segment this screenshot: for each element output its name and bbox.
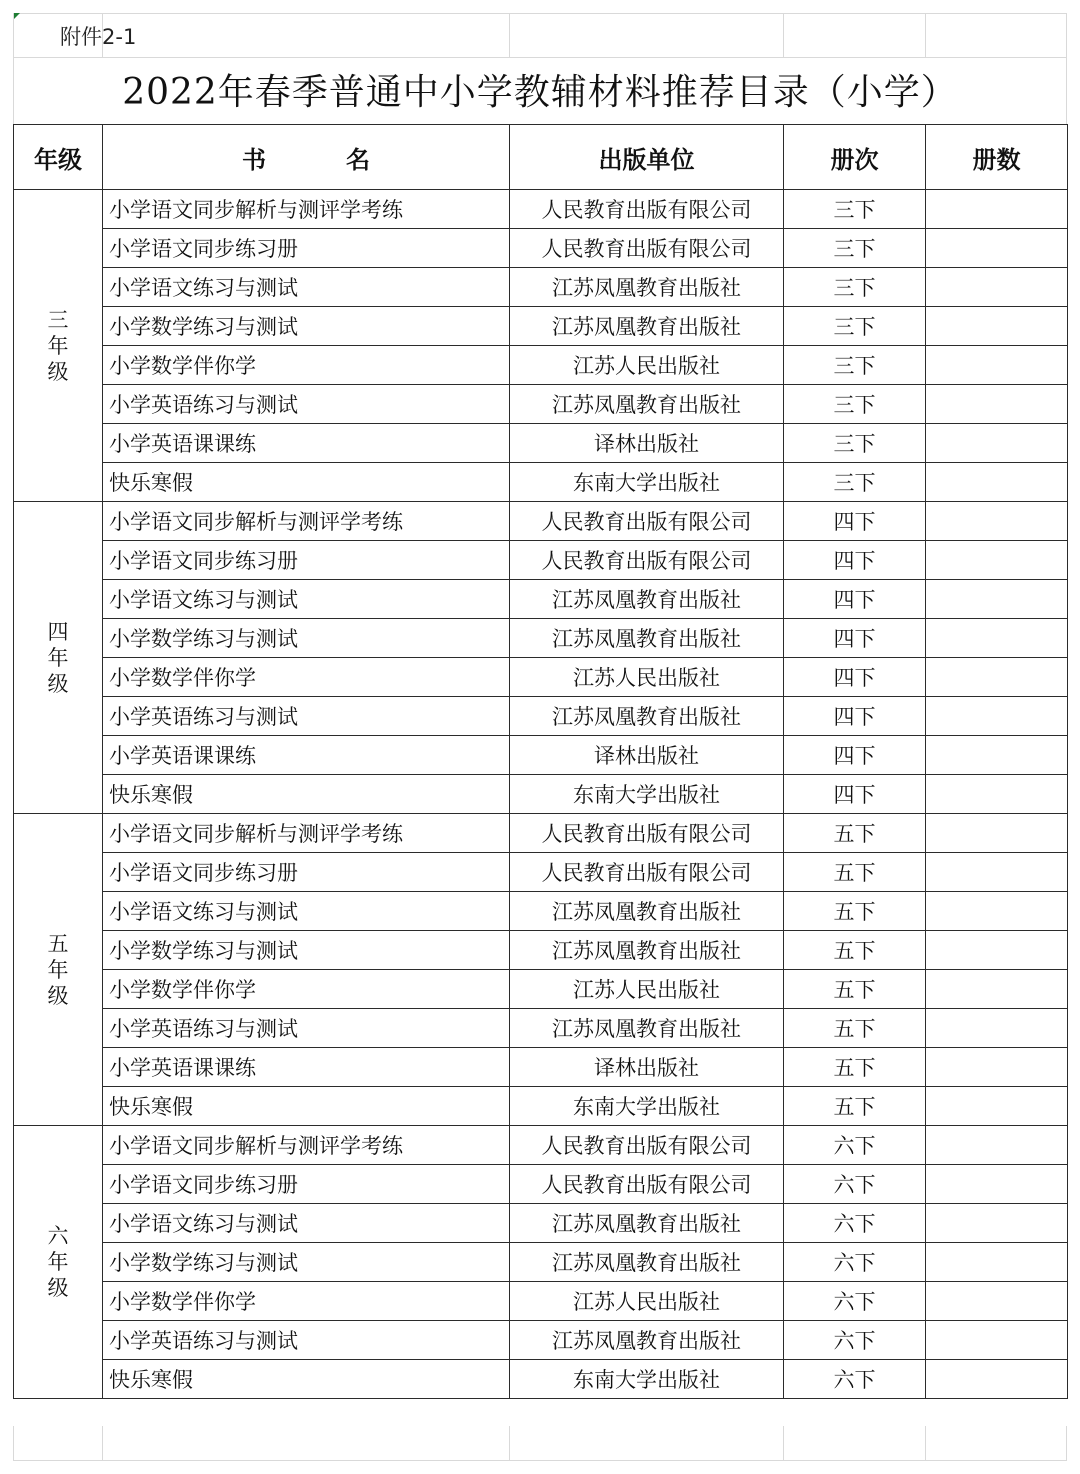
volume-cell: 三下 — [784, 268, 926, 307]
grade-cell — [14, 1126, 103, 1399]
sheet-gridline — [783, 13, 784, 57]
publisher-cell: 江苏凤凰教育出版社 — [510, 892, 784, 931]
quantity-cell[interactable] — [926, 814, 1068, 853]
table-row — [14, 307, 1068, 346]
quantity-cell[interactable] — [926, 1126, 1068, 1165]
column-header-book-name — [103, 125, 510, 190]
grade-char: 三 — [47, 307, 69, 332]
book-title-cell: 小学语文练习与测试 — [103, 268, 510, 307]
sheet-gridline — [1066, 13, 1067, 124]
book-name-header-part: 书 — [242, 145, 266, 174]
table-row — [14, 463, 1068, 502]
volume-cell: 四下 — [784, 619, 926, 658]
volume-cell: 六下 — [784, 1204, 926, 1243]
publisher-cell: 译林出版社 — [510, 1048, 784, 1087]
sheet-gridline — [509, 13, 510, 57]
grade-cell — [14, 502, 103, 814]
volume-cell: 四下 — [784, 502, 926, 541]
publisher-cell: 江苏凤凰教育出版社 — [510, 385, 784, 424]
volume-cell: 三下 — [784, 229, 926, 268]
book-title-cell: 小学数学练习与测试 — [103, 931, 510, 970]
table-row — [14, 1087, 1068, 1126]
book-title-cell: 小学语文同步练习册 — [103, 1165, 510, 1204]
book-title-cell: 小学语文同步解析与测评学考练 — [103, 814, 510, 853]
table-row — [14, 1165, 1068, 1204]
quantity-cell[interactable] — [926, 580, 1068, 619]
publisher-cell: 江苏人民出版社 — [510, 346, 784, 385]
volume-cell: 三下 — [784, 190, 926, 229]
sheet-gridline — [1066, 1426, 1067, 1460]
table-row — [14, 1243, 1068, 1282]
book-title-cell: 小学语文同步练习册 — [103, 541, 510, 580]
volume-cell: 三下 — [784, 424, 926, 463]
table-row — [14, 1204, 1068, 1243]
table-row — [14, 892, 1068, 931]
publisher-cell: 江苏凤凰教育出版社 — [510, 1204, 784, 1243]
grade-char: 五 — [47, 931, 69, 956]
table-row — [14, 658, 1068, 697]
volume-cell: 四下 — [784, 658, 926, 697]
quantity-cell[interactable] — [926, 1360, 1068, 1399]
volume-cell: 三下 — [784, 463, 926, 502]
table-row — [14, 229, 1068, 268]
volume-cell: 四下 — [784, 580, 926, 619]
quantity-cell[interactable] — [926, 1204, 1068, 1243]
book-title-cell: 快乐寒假 — [103, 463, 510, 502]
publisher-cell: 江苏凤凰教育出版社 — [510, 1009, 784, 1048]
book-title-cell: 小学语文同步练习册 — [103, 853, 510, 892]
volume-cell: 三下 — [784, 385, 926, 424]
volume-cell: 五下 — [784, 1009, 926, 1048]
volume-cell: 六下 — [784, 1282, 926, 1321]
book-title-cell: 小学数学练习与测试 — [103, 307, 510, 346]
publisher-cell: 人民教育出版有限公司 — [510, 541, 784, 580]
grade-char: 年 — [47, 645, 69, 670]
publisher-cell: 江苏凤凰教育出版社 — [510, 931, 784, 970]
column-header-volume: 册次 — [784, 125, 926, 190]
sheet-gridline — [783, 1426, 784, 1460]
table-row — [14, 1321, 1068, 1360]
volume-cell: 六下 — [784, 1321, 926, 1360]
grade-char: 级 — [47, 671, 69, 696]
volume-cell: 六下 — [784, 1360, 926, 1399]
book-title-cell: 小学英语课课练 — [103, 1048, 510, 1087]
grade-char: 年 — [47, 333, 69, 358]
publisher-cell: 江苏人民出版社 — [510, 1282, 784, 1321]
quantity-cell[interactable] — [926, 1321, 1068, 1360]
table-header-row — [14, 125, 1068, 190]
book-title-cell: 小学数学伴你学 — [103, 346, 510, 385]
column-header-grade: 年级 — [14, 125, 103, 190]
column-header-quantity: 册数 — [926, 125, 1068, 190]
catalog-table — [13, 124, 1068, 1399]
table-row — [14, 580, 1068, 619]
volume-cell: 三下 — [784, 346, 926, 385]
quantity-cell[interactable] — [926, 775, 1068, 814]
table-row — [14, 619, 1068, 658]
book-title-cell: 小学语文练习与测试 — [103, 892, 510, 931]
book-title-cell: 小学英语练习与测试 — [103, 697, 510, 736]
grade-char: 六 — [47, 1224, 69, 1248]
quantity-cell[interactable] — [926, 1048, 1068, 1087]
sheet-gridline — [13, 57, 1067, 58]
quantity-cell[interactable] — [926, 268, 1068, 307]
table-row — [14, 814, 1068, 853]
quantity-cell[interactable] — [926, 307, 1068, 346]
book-title-cell: 小学英语课课练 — [103, 424, 510, 463]
volume-cell: 六下 — [784, 1165, 926, 1204]
publisher-cell: 江苏凤凰教育出版社 — [510, 307, 784, 346]
volume-cell: 六下 — [784, 1126, 926, 1165]
table-row — [14, 736, 1068, 775]
quantity-cell[interactable] — [926, 463, 1068, 502]
volume-cell: 五下 — [784, 931, 926, 970]
quantity-cell[interactable] — [926, 190, 1068, 229]
publisher-cell: 人民教育出版有限公司 — [510, 190, 784, 229]
publisher-cell: 江苏凤凰教育出版社 — [510, 1321, 784, 1360]
book-title-cell: 小学英语练习与测试 — [103, 1321, 510, 1360]
book-title-cell: 小学数学伴你学 — [103, 970, 510, 1009]
publisher-cell: 东南大学出版社 — [510, 1087, 784, 1126]
book-name-header-part: 名 — [346, 145, 370, 174]
book-title-cell: 小学数学练习与测试 — [103, 1243, 510, 1282]
quantity-cell[interactable] — [926, 346, 1068, 385]
volume-cell: 三下 — [784, 307, 926, 346]
grade-char: 级 — [47, 983, 69, 1008]
table-row — [14, 268, 1068, 307]
volume-cell: 五下 — [784, 814, 926, 853]
publisher-cell: 东南大学出版社 — [510, 1360, 784, 1399]
publisher-cell: 人民教育出版有限公司 — [510, 229, 784, 268]
grade-char: 年 — [47, 957, 69, 982]
publisher-cell: 江苏凤凰教育出版社 — [510, 619, 784, 658]
quantity-cell[interactable] — [926, 619, 1068, 658]
book-title-cell: 小学数学伴你学 — [103, 658, 510, 697]
quantity-cell[interactable] — [926, 931, 1068, 970]
grade-char: 年 — [47, 1250, 69, 1274]
sheet-gridline — [925, 1426, 926, 1460]
table-row — [14, 1282, 1068, 1321]
quantity-cell[interactable] — [926, 1282, 1068, 1321]
sheet-gridline — [509, 1426, 510, 1460]
quantity-cell[interactable] — [926, 892, 1068, 931]
book-title-cell: 小学英语课课练 — [103, 736, 510, 775]
grade-cell — [14, 814, 103, 1126]
publisher-cell: 东南大学出版社 — [510, 463, 784, 502]
quantity-cell[interactable] — [926, 697, 1068, 736]
quantity-cell[interactable] — [926, 502, 1068, 541]
volume-cell: 四下 — [784, 697, 926, 736]
publisher-cell: 江苏人民出版社 — [510, 658, 784, 697]
quantity-cell[interactable] — [926, 1165, 1068, 1204]
volume-cell: 五下 — [784, 1087, 926, 1126]
table-row — [14, 424, 1068, 463]
publisher-cell: 人民教育出版有限公司 — [510, 814, 784, 853]
publisher-cell: 译林出版社 — [510, 736, 784, 775]
quantity-cell[interactable] — [926, 1087, 1068, 1126]
sheet-gridline — [13, 13, 1067, 14]
book-title-cell: 小学语文同步解析与测评学考练 — [103, 502, 510, 541]
quantity-cell[interactable] — [926, 736, 1068, 775]
quantity-cell[interactable] — [926, 541, 1068, 580]
quantity-cell[interactable] — [926, 229, 1068, 268]
publisher-cell: 江苏人民出版社 — [510, 970, 784, 1009]
book-title-cell: 小学语文同步解析与测评学考练 — [103, 190, 510, 229]
volume-cell: 六下 — [784, 1243, 926, 1282]
table-row — [14, 970, 1068, 1009]
quantity-cell[interactable] — [926, 970, 1068, 1009]
book-title-cell: 小学语文同步练习册 — [103, 229, 510, 268]
volume-cell: 五下 — [784, 853, 926, 892]
book-title-cell: 小学英语练习与测试 — [103, 385, 510, 424]
table-row — [14, 775, 1068, 814]
volume-cell: 五下 — [784, 1048, 926, 1087]
book-title-cell: 小学数学练习与测试 — [103, 619, 510, 658]
table-row — [14, 502, 1068, 541]
quantity-cell[interactable] — [926, 658, 1068, 697]
volume-cell: 四下 — [784, 541, 926, 580]
book-title-cell: 快乐寒假 — [103, 775, 510, 814]
table-row — [14, 1126, 1068, 1165]
page-title: 2022年春季普通中小学教辅材料推荐目录（小学） — [122, 72, 958, 113]
sheet-gridline — [925, 13, 926, 57]
volume-cell: 五下 — [784, 892, 926, 931]
table-row — [14, 1360, 1068, 1399]
attachment-label: 附件2-1 — [60, 25, 137, 49]
volume-cell: 四下 — [784, 775, 926, 814]
book-title-cell: 快乐寒假 — [103, 1360, 510, 1399]
quantity-cell[interactable] — [926, 1009, 1068, 1048]
column-header-publisher: 出版单位 — [510, 125, 784, 190]
book-title-cell: 小学英语练习与测试 — [103, 1009, 510, 1048]
sheet-gridline — [13, 1426, 14, 1460]
publisher-cell: 人民教育出版有限公司 — [510, 502, 784, 541]
sheet-gridline — [13, 1460, 1067, 1461]
volume-cell: 四下 — [784, 736, 926, 775]
table-row — [14, 541, 1068, 580]
volume-cell: 五下 — [784, 970, 926, 1009]
book-title-cell: 小学语文同步解析与测评学考练 — [103, 1126, 510, 1165]
book-title-cell: 小学语文练习与测试 — [103, 580, 510, 619]
book-title-cell: 小学语文练习与测试 — [103, 1204, 510, 1243]
publisher-cell: 江苏凤凰教育出版社 — [510, 268, 784, 307]
publisher-cell: 人民教育出版有限公司 — [510, 853, 784, 892]
grade-char: 级 — [47, 359, 69, 384]
grade-char: 级 — [47, 1276, 69, 1300]
table-row — [14, 1048, 1068, 1087]
publisher-cell: 人民教育出版有限公司 — [510, 1126, 784, 1165]
grade-cell — [14, 190, 103, 502]
grade-char: 四 — [47, 619, 69, 644]
table-row — [14, 853, 1068, 892]
sheet-gridline — [102, 1426, 103, 1460]
book-title-cell: 快乐寒假 — [103, 1087, 510, 1126]
table-row — [14, 385, 1068, 424]
cell-comment-marker-icon — [14, 13, 20, 19]
publisher-cell: 东南大学出版社 — [510, 775, 784, 814]
book-title-cell: 小学数学伴你学 — [103, 1282, 510, 1321]
table-row — [14, 346, 1068, 385]
table-row — [14, 697, 1068, 736]
publisher-cell: 江苏凤凰教育出版社 — [510, 697, 784, 736]
publisher-cell: 译林出版社 — [510, 424, 784, 463]
publisher-cell: 江苏凤凰教育出版社 — [510, 580, 784, 619]
publisher-cell: 人民教育出版有限公司 — [510, 1165, 784, 1204]
table-row — [14, 190, 1068, 229]
quantity-cell[interactable] — [926, 424, 1068, 463]
publisher-cell: 江苏凤凰教育出版社 — [510, 1243, 784, 1282]
quantity-cell[interactable] — [926, 385, 1068, 424]
catalog-body — [14, 190, 1068, 1399]
quantity-cell[interactable] — [926, 853, 1068, 892]
table-row — [14, 1009, 1068, 1048]
table-row — [14, 931, 1068, 970]
quantity-cell[interactable] — [926, 1243, 1068, 1282]
